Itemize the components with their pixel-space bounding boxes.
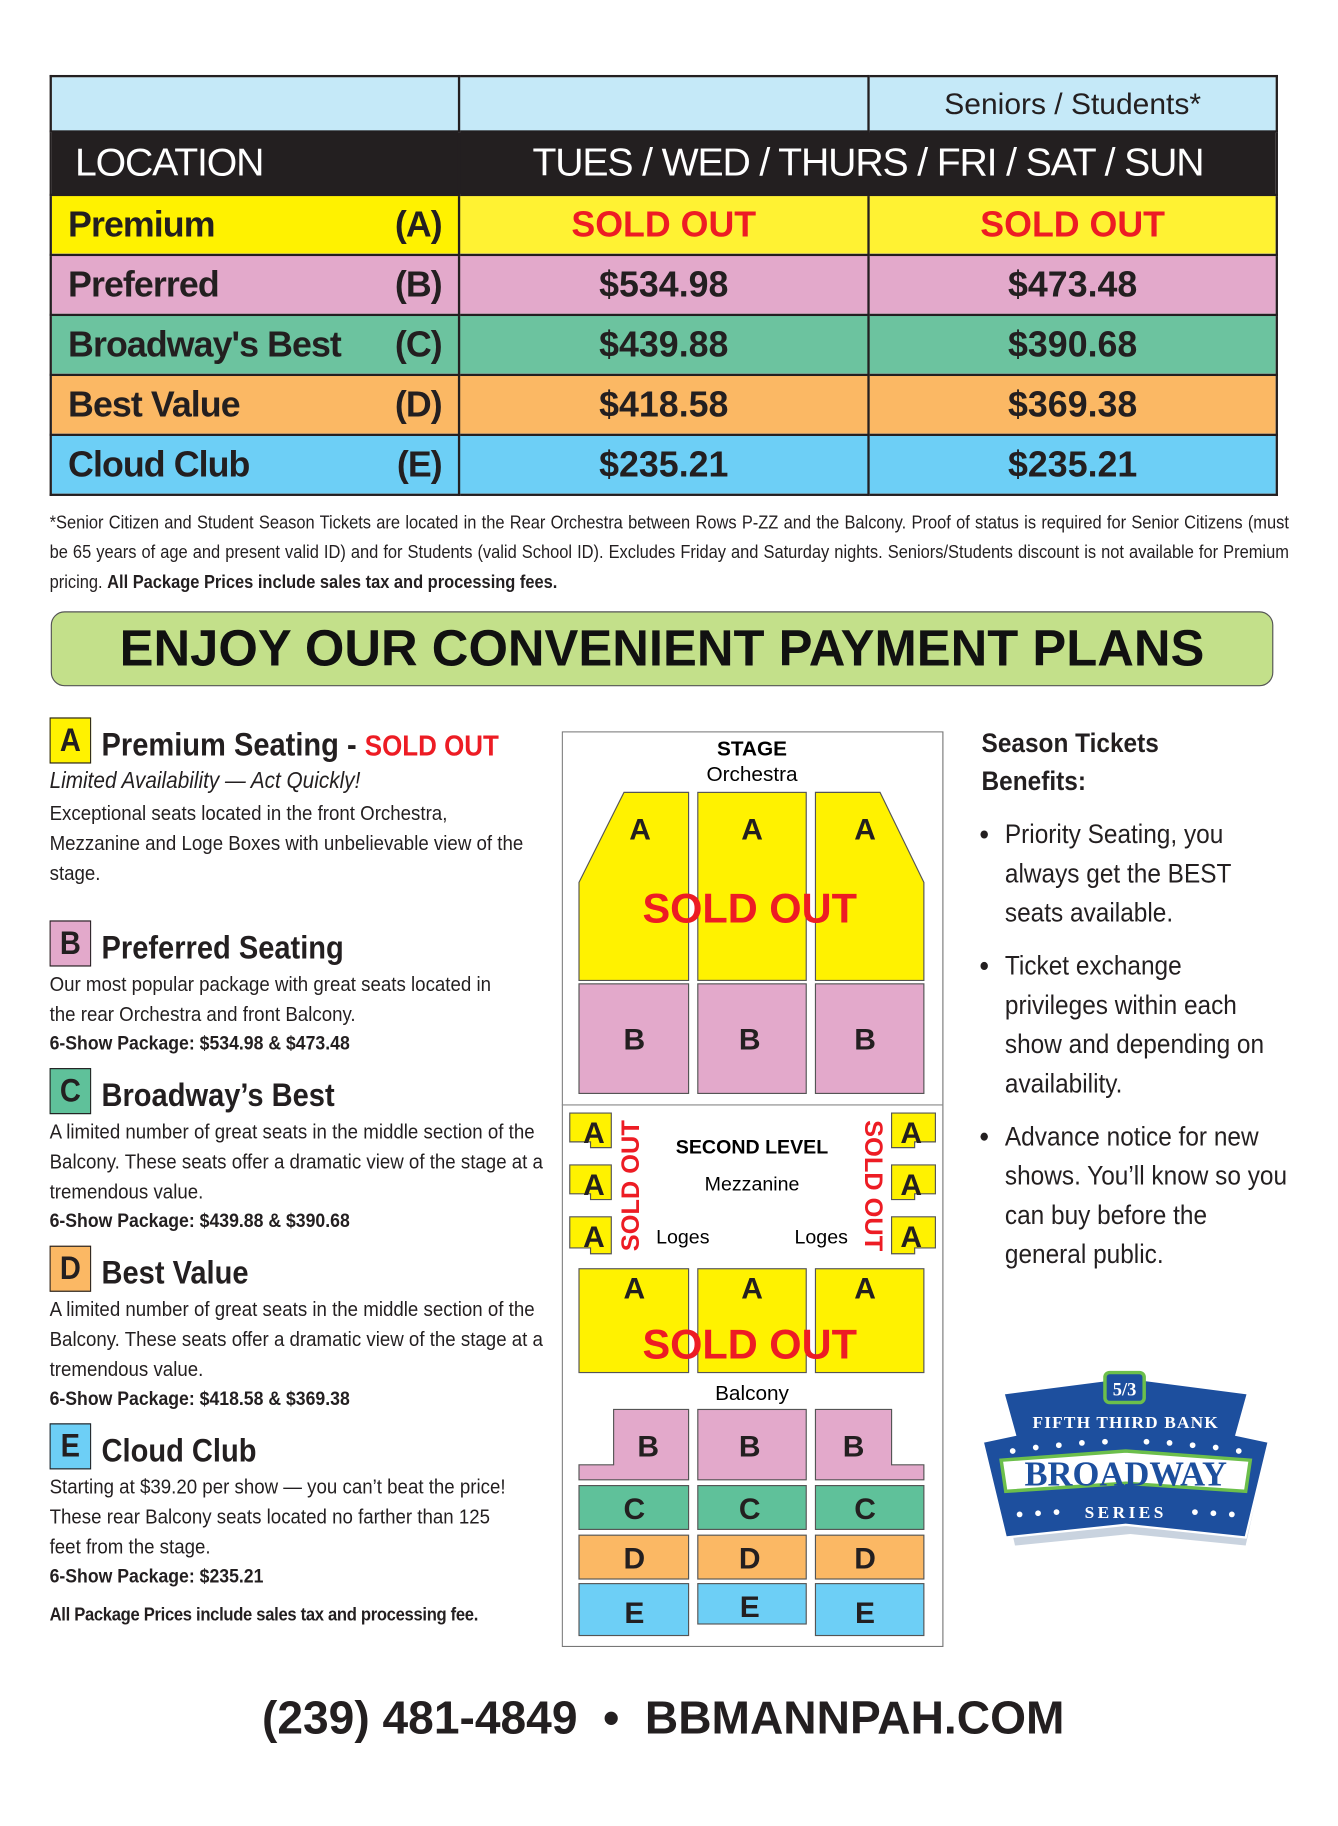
seat-label: B xyxy=(738,1023,761,1057)
header-location: LOCATION xyxy=(51,131,459,194)
section-preferred xyxy=(50,920,548,1058)
seat-label: B xyxy=(842,1430,865,1464)
section-body: Our most popular package with great seats located in the rear Orchestra and front Balcony. xyxy=(49,972,492,1026)
seat-label: D xyxy=(623,1542,646,1576)
price-table xyxy=(50,75,1278,496)
seating-sections xyxy=(50,717,548,1640)
benefits-title-line2: Benefits: xyxy=(981,765,1086,796)
section-title: Premium Seating xyxy=(101,726,339,763)
location-code: (C) xyxy=(394,324,442,365)
badge-b: B xyxy=(50,920,92,966)
table-row xyxy=(51,315,1277,375)
seat-label: A xyxy=(583,1220,605,1254)
section-title: Preferred Seating xyxy=(101,929,344,966)
loges-right-label: Loges xyxy=(794,1226,848,1249)
footnote xyxy=(50,507,1289,597)
logo-line3: SERIES xyxy=(1084,1502,1167,1522)
section-body: A limited number of great seats in the middle section of the Balcony. These seats offer a dramatic view of the stage at a tremendous value. xyxy=(49,1119,543,1203)
badge-e: E xyxy=(50,1423,92,1469)
price-senior: $473.48 xyxy=(869,255,1277,315)
benefit-item: • Ticket exchange privileges within each show and depending on availability. xyxy=(1003,946,1290,1103)
payment-plans-banner: ENJOY OUR CONVENIENT PAYMENT PLANS xyxy=(51,611,1274,686)
badge-d: D xyxy=(50,1246,92,1292)
benefits-list xyxy=(982,814,1290,1273)
second-level-label: SECOND LEVEL xyxy=(675,1136,829,1159)
location-name: Best Value xyxy=(68,384,240,425)
seat-label: A xyxy=(900,1220,923,1254)
seat-label: C xyxy=(738,1493,761,1527)
balcony-label: Balcony xyxy=(715,1382,789,1406)
section-package: 6-Show Package: $418.58 & $369.38 xyxy=(49,1387,350,1410)
section-tagline: Limited Availability — Act Quickly! xyxy=(49,768,361,794)
seat-label: B xyxy=(623,1023,646,1057)
sold-out-loges-right: SOLD OUT xyxy=(859,1120,888,1252)
seat-label: A xyxy=(900,1117,923,1151)
seat-label: A xyxy=(741,813,763,847)
logo-mark: 5/3 xyxy=(1112,1379,1137,1400)
sold-out-orchestra: SOLD OUT xyxy=(642,884,857,932)
logo-line1: FIFTH THIRD BANK xyxy=(1032,1412,1219,1432)
benefit-item: • Priority Seating, you always get the BEST seats available. xyxy=(1003,814,1290,932)
seat-label: A xyxy=(900,1168,923,1202)
benefits-panel xyxy=(982,724,1290,1287)
price-regular: $534.98 xyxy=(459,255,868,315)
price-regular: $439.88 xyxy=(459,315,868,375)
location-name: Premium xyxy=(68,204,215,245)
seat-map xyxy=(562,731,944,1647)
location-name: Preferred xyxy=(68,264,219,305)
seat-label: A xyxy=(854,813,876,847)
broadway-series-logo xyxy=(978,1370,1273,1552)
header-cell xyxy=(51,76,459,131)
table-row xyxy=(51,255,1277,315)
section-title: Broadway’s Best xyxy=(101,1077,335,1114)
section-best-value xyxy=(50,1246,548,1414)
logo-line2: BROADWAY xyxy=(1024,1455,1227,1494)
seat-label: D xyxy=(738,1542,761,1576)
seat-label: C xyxy=(623,1493,646,1527)
orchestra-label: Orchestra xyxy=(706,762,798,786)
price-regular: $418.58 xyxy=(459,375,868,435)
title-dash: - xyxy=(338,726,365,763)
table-row xyxy=(51,435,1277,495)
sold-out-loges-left: SOLD OUT xyxy=(616,1120,645,1252)
location-name: Cloud Club xyxy=(68,444,250,485)
mezzanine-label: Mezzanine xyxy=(704,1173,800,1196)
seat-label: A xyxy=(741,1272,763,1306)
location-code: (D) xyxy=(394,384,442,425)
location-code: (A) xyxy=(394,204,442,245)
section-title: Cloud Club xyxy=(101,1432,257,1469)
seat-label: B xyxy=(854,1023,876,1057)
seat-label: A xyxy=(854,1272,876,1306)
seat-label: B xyxy=(637,1430,660,1464)
section-package: 6-Show Package: $534.98 & $473.48 xyxy=(49,1032,350,1055)
badge-a: A xyxy=(50,717,92,763)
section-broadways-best xyxy=(50,1068,548,1236)
section-cloud-club xyxy=(50,1423,548,1631)
seat-label: E xyxy=(624,1596,645,1630)
benefits-title xyxy=(982,724,1290,800)
table-header-top xyxy=(51,76,1277,131)
sections-note: All Package Prices include sales tax and processing fee. xyxy=(49,1605,479,1626)
seat-label: A xyxy=(583,1117,605,1151)
table-row xyxy=(51,195,1277,255)
header-days: TUES / WED / THURS / FRI / SAT / SUN xyxy=(459,131,1277,194)
seat-label: C xyxy=(854,1493,876,1527)
section-premium xyxy=(50,717,548,888)
table-header-main xyxy=(51,131,1277,194)
seat-label: E xyxy=(739,1591,760,1625)
table-row xyxy=(51,375,1277,435)
section-body: Exceptional seats located in the front Orchestra, Mezzanine and Loge Boxes with unbelievable view of the stage. xyxy=(49,801,524,885)
location-code: (B) xyxy=(394,264,442,305)
sold-out-label: SOLD OUT xyxy=(364,730,499,763)
section-package: 6-Show Package: $439.88 & $390.68 xyxy=(49,1209,350,1232)
price-senior: $369.38 xyxy=(869,375,1277,435)
section-body: Starting at $39.20 per show — you can’t beat the price! These rear Balcony seats located no farther than 125 feet from the stage. xyxy=(49,1475,506,1559)
price-senior: SOLD OUT xyxy=(869,195,1277,255)
benefits-title-line1: Season Tickets xyxy=(981,727,1159,758)
section-title: Best Value xyxy=(101,1254,249,1291)
seat-label: E xyxy=(855,1596,876,1630)
footnote-bold: All Package Prices include sales tax and processing fees. xyxy=(107,572,558,593)
seat-label: A xyxy=(623,1272,646,1306)
header-seniors: Seniors / Students* xyxy=(869,76,1277,131)
header-cell xyxy=(459,76,868,131)
sold-out-mezzanine: SOLD OUT xyxy=(642,1320,857,1368)
stage-label: STAGE xyxy=(717,737,787,761)
price-regular: $235.21 xyxy=(459,435,868,495)
location-code: (E) xyxy=(396,444,442,485)
contact-footer: (239) 481-4849 • BBMANNPAH.COM xyxy=(262,1693,1065,1744)
price-senior: $390.68 xyxy=(869,315,1277,375)
price-senior: $235.21 xyxy=(869,435,1277,495)
loges-left-label: Loges xyxy=(656,1226,710,1249)
price-regular: SOLD OUT xyxy=(459,195,868,255)
section-package: 6-Show Package: $235.21 xyxy=(49,1565,264,1588)
seat-label: B xyxy=(738,1430,761,1464)
footnote-text: *Senior Citizen and Student Season Tickets are located in the Rear Orchestra between Rows P-ZZ and the Balcony. Proof of status is required for Senior Citizens (must be 65 years of age and present valid ID) and for Students (valid School ID). Excludes Friday and Saturday nights. Seniors/Students discount is not available for Premium pricing. xyxy=(49,512,1289,593)
seat-label: A xyxy=(629,813,651,847)
badge-c: C xyxy=(50,1068,92,1114)
seat-label: A xyxy=(583,1168,605,1202)
seat-label: D xyxy=(854,1542,876,1576)
location-name: Broadway's Best xyxy=(68,324,341,365)
benefit-item: • Advance notice for new shows. You’ll know so you can buy before the general public. xyxy=(1003,1116,1290,1273)
section-body: A limited number of great seats in the middle section of the Balcony. These seats offer a dramatic view of the stage at a tremendous value. xyxy=(49,1297,543,1381)
